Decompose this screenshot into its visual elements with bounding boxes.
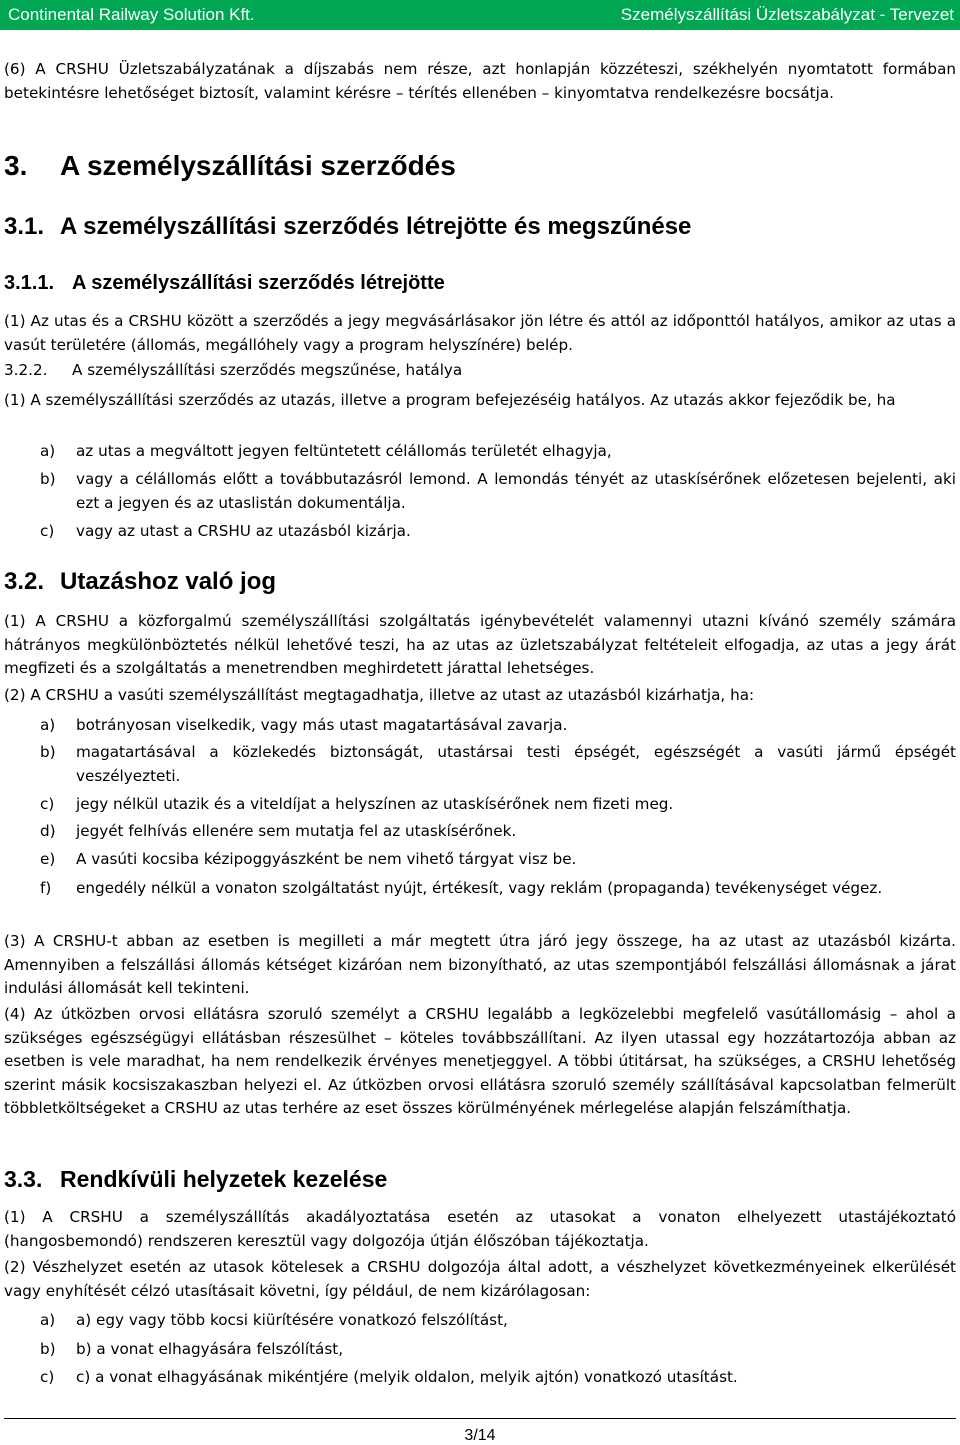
list-item-text: a) egy vagy több kocsi kiürítésére vonatkozó felszólítást,: [76, 1311, 508, 1329]
company-name: Continental Railway Solution Kft.: [8, 5, 255, 24]
section-3-2-heading: [4, 568, 276, 596]
list-item-text: jegyét felhívás ellenére sem mutatja fel az utaskísérőnek.: [76, 822, 517, 840]
section-3-heading: [4, 150, 456, 182]
list-item-label: c): [40, 522, 55, 540]
list-item-label: e): [40, 850, 56, 868]
paragraph-3-2-2-1: (1) A személyszállítási szerződés az utazás, illetve a program befejezéséig hatályos. Az utazás akkor fejeződik be, ha: [4, 391, 896, 409]
paragraph-3-3-2: (2) Vészhelyzet esetén az utasok kötelesek a CRSHU dolgozója által adott, a vészhelyzet következményeinek elkerülését vagy enyhítését célzó utasításait követni, így például, de nem kizárólagosan:: [4, 1258, 956, 1300]
list-item-text: vagy az utast a CRSHU az utazásból kizárja.: [76, 522, 411, 540]
section-number: 3.3.: [4, 1166, 43, 1192]
list-item: [4, 877, 956, 901]
list-item: [4, 468, 956, 515]
list-item-text: A vasúti kocsiba kézipoggyászként be nem vihető tárgyat visz be.: [76, 850, 577, 868]
document-title: Személyszállítási Üzletszabályzat - Tervezet: [620, 5, 954, 24]
section-title: A személyszállítási szerződés létrejötte: [72, 272, 445, 294]
list-item-label: f): [40, 879, 52, 897]
paragraph-3-3-1: (1) A CRSHU a személyszállítás akadályoztatása esetén az utasokat a vonaton elhelyezett utastájékoztató (hangosbemondó) rendszeren keresztül vagy dolgozója útján élőszóban tájékoztatja.: [4, 1208, 956, 1250]
list-item: [4, 714, 956, 738]
list-item: [4, 520, 956, 544]
list-item: [4, 848, 956, 872]
section-title: A személyszállítási szerződés: [60, 150, 456, 181]
list-item-text: b) a vonat elhagyására felszólítást,: [76, 1340, 344, 1358]
list-item: [4, 440, 956, 464]
section-3-3-heading: [4, 1166, 387, 1193]
list-item-label: b): [40, 470, 56, 488]
list-item-label: c): [40, 1368, 55, 1386]
paragraph-3-1-1-1: (1) Az utas és a CRSHU között a szerződés a jegy megvásárlásakor jön létre és attól az időponttól hatályos, amikor az utas a vasút területére (állomás, megállóhely vagy a program helyszínére) belép.: [4, 312, 956, 354]
section-title: Rendkívüli helyzetek kezelése: [60, 1166, 388, 1192]
list-item-text: jegy nélkül utazik és a viteldíjat a helyszínen az utaskísérőnek nem fizeti meg.: [76, 795, 674, 813]
section-number: 3.2.2.: [4, 361, 48, 379]
section-3-1-1-heading: [4, 272, 445, 295]
list-item-text: az utas a megváltott jegyen feltüntetett célállomás területét elhagyja,: [76, 442, 612, 460]
section-number: 3.: [4, 150, 28, 181]
section-number: 3.1.1.: [4, 272, 55, 294]
paragraph-3-2-3: (3) A CRSHU-t abban az esetben is megilleti a már megtett útra járó jegy összege, ha az utast az utazásból kizárta. Amennyiben a felszállási állomás kétséget kizáróan nem bizonyítható, az utas szempontjából felszállási állomásnak a járat indulási állomását kell tekinteni.: [4, 932, 956, 997]
list-item: [4, 1309, 956, 1333]
list-item-label: a): [40, 1311, 56, 1329]
footer-divider: [4, 1418, 956, 1419]
paragraph-6: (6) A CRSHU Üzletszabályzatának a díjszabás nem része, azt honlapján közzéteszi, székhelyén nyomtatott formában betekintésre lehetőséget biztosít, valamint kérésre – térítés ellenében – kinyomtatva rendelkezésre bocsátja.: [4, 60, 956, 102]
list-item-label: a): [40, 442, 56, 460]
section-3-1-heading: [4, 213, 691, 241]
list-item: [4, 1338, 956, 1362]
list-item-label: c): [40, 795, 55, 813]
list-item-label: a): [40, 716, 56, 734]
list-item: [4, 1366, 956, 1390]
section-title: A személyszállítási szerződés létrejötte és megszűnése: [60, 213, 692, 240]
page-header: [0, 0, 960, 30]
list-item-label: b): [40, 743, 56, 761]
list-item: [4, 820, 956, 844]
paragraph-3-2-4: (4) Az útközben orvosi ellátásra szoruló személyt a CRSHU legalább a legközelebbi megfelelő vasútállomásig – ahol a szükséges egészségügyi ellátásban részesülhet – köteles továbbszállítani. Az ilyen utassal egy hozzátartozója abban az esetben is vele maradhat, ha nem rendelkezik érvényes menetjeggyel. A többi útitársat, ha szükséges, a CRSHU lehetőség szerint másik kocsiszakaszban helyezi el. Az útközben orvosi ellátásra szoruló személy szállításával kapcsolatban felmerült többletköltségeket a CRSHU az utas terhére az eset összes körülményének mérlegelése alapján felszámíthatja.: [4, 1005, 956, 1117]
list-item-label: b): [40, 1340, 56, 1358]
list-item-label: d): [40, 822, 56, 840]
list-item-text: vagy a célállomás előtt a továbbutazásról lemond. A lemondás tényét az utaskísérőnek előzetesen bejelenti, aki ezt a jegyen és az utaslistán dokumentálja.: [76, 470, 956, 512]
paragraph-3-2-2: (2) A CRSHU a vasúti személyszállítást megtagadhatja, illetve az utast az utazásból kizárhatja, ha:: [4, 686, 755, 704]
section-number: 3.2.: [4, 568, 45, 595]
list-item-text: c) a vonat elhagyásának mikéntjére (melyik oldalon, melyik ajtón) vonatkozó utasítást.: [76, 1368, 738, 1386]
section-3-2-2-heading: [4, 359, 462, 383]
section-title: Utazáshoz való jog: [60, 568, 277, 595]
list-item-text: engedély nélkül a vonaton szolgáltatást nyújt, értékesít, vagy reklám (propaganda) tevékenységet végez.: [76, 879, 883, 897]
section-number: 3.1.: [4, 213, 45, 240]
list-item-text: botrányosan viselkedik, vagy más utast magatartásával zavarja.: [76, 716, 568, 734]
list-item: [4, 741, 956, 788]
page-number: 3/14: [464, 1427, 496, 1444]
list-item: [4, 793, 956, 817]
list-item-text: magatartásával a közlekedés biztonságát, utastársai testi épségét, egészségét a vasúti jármű épségét veszélyezteti.: [76, 743, 956, 785]
section-title: A személyszállítási szerződés megszűnése, hatálya: [72, 361, 463, 379]
paragraph-3-2-1: (1) A CRSHU a közforgalmú személyszállítási szolgáltatás igénybevételét valamennyi utazni kívánó személy számára hátrányos megkülönböztetés nélkül lehetővé teszi, ha az utas az üzletszabályzat feltételeit elfogadja, az utas a jegy árát megfizeti és a szolgáltatás a menetrendben meghirdetett járattal lehetséges.: [4, 612, 956, 677]
